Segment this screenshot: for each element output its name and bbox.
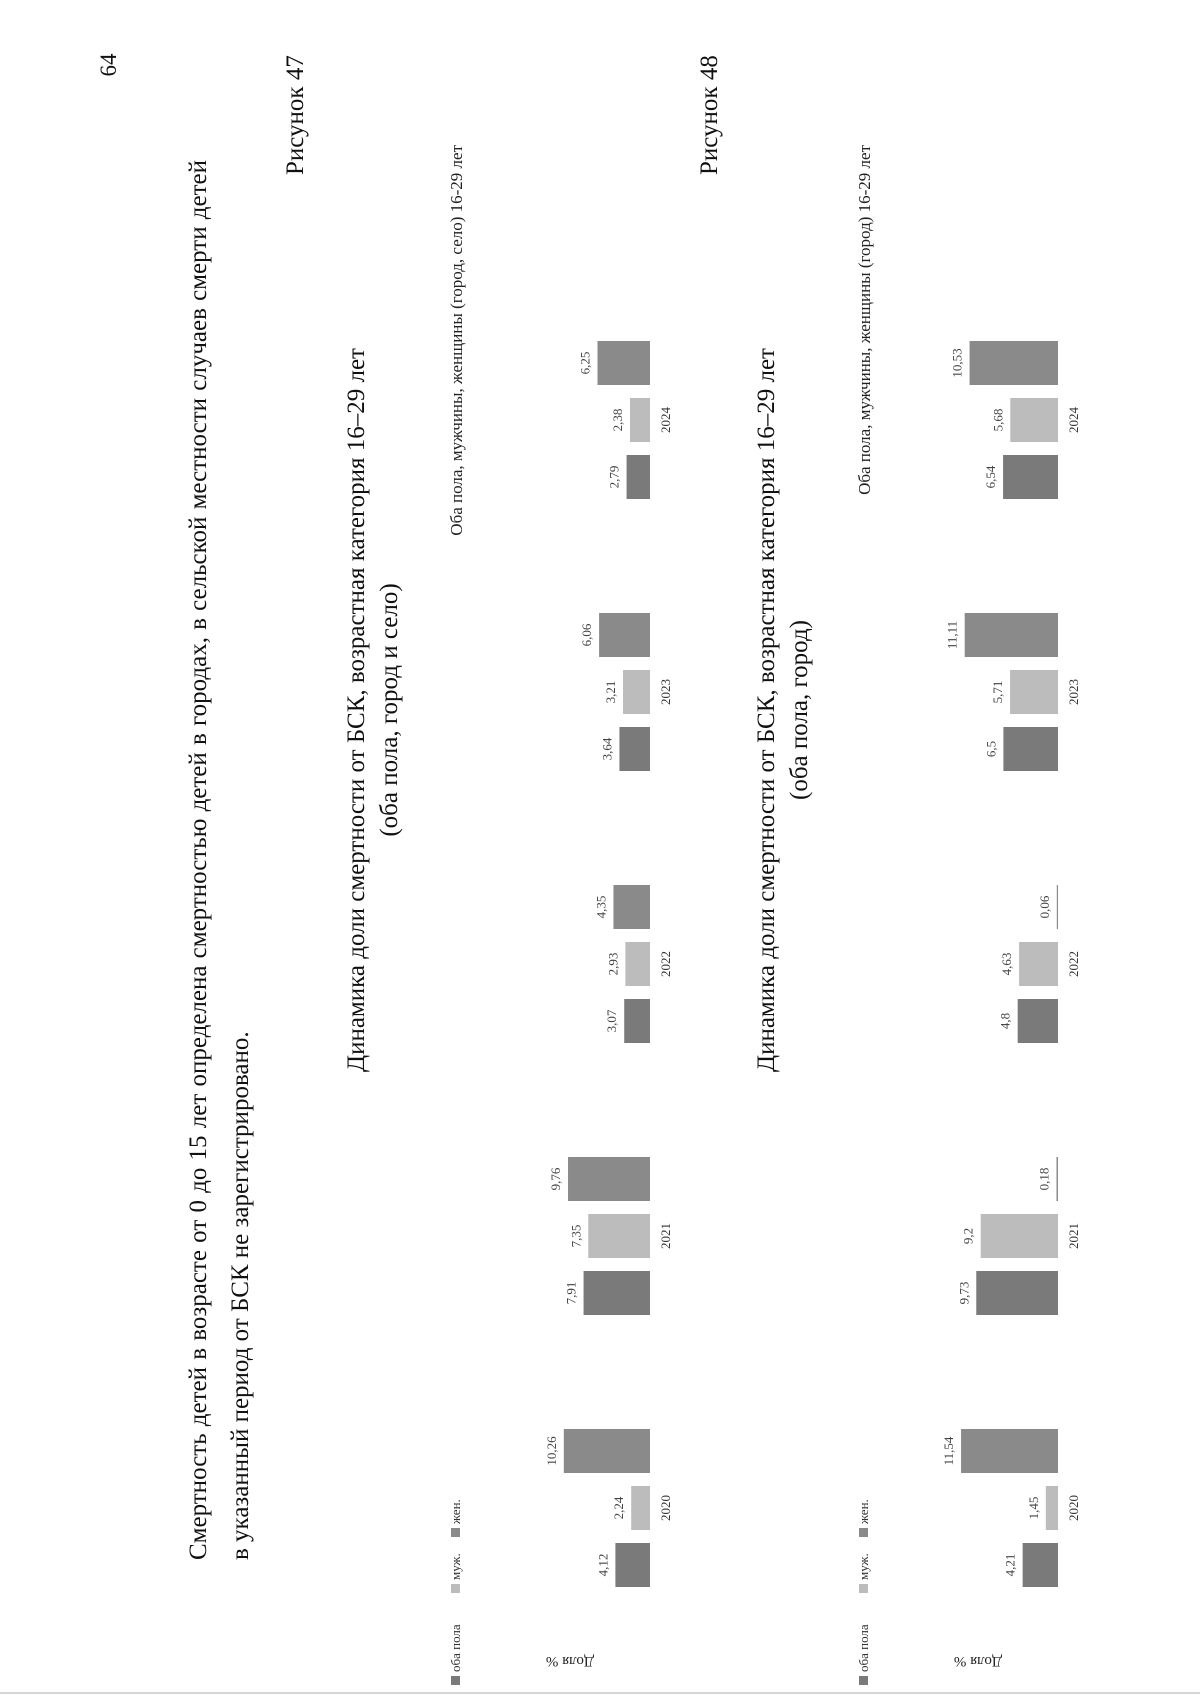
data-label: 9,73 [956, 1281, 972, 1305]
data-label: 11,11 [944, 620, 960, 650]
legend-swatch [859, 1528, 868, 1537]
data-label: 10,53 [949, 348, 965, 378]
data-label: 3,07 [604, 1009, 620, 1033]
page-number: 64 [96, 53, 121, 77]
bar [1003, 727, 1058, 771]
bar [1046, 1486, 1058, 1530]
data-label: 10,26 [543, 1436, 559, 1466]
bar [568, 1157, 650, 1201]
bar [981, 1214, 1058, 1258]
legend-label: оба пола [448, 1624, 463, 1672]
bar [1018, 999, 1058, 1043]
bar [564, 1429, 650, 1473]
chart-title: Оба пола, мужчины, женщины (город) 16-29 лет [855, 145, 874, 495]
bar [599, 613, 650, 657]
x-tick-label: 2020 [1066, 1495, 1081, 1521]
data-label: 7,91 [563, 1281, 579, 1305]
data-label: 2,79 [606, 465, 622, 489]
chart-legend [448, 1499, 463, 1685]
figure-48-title [750, 290, 816, 1130]
bar [961, 1429, 1058, 1473]
data-label: 4,12 [595, 1553, 611, 1577]
legend-label: оба пола [856, 1624, 871, 1672]
figure-48-title-line1: Динамика доли смертности от БСК, возрастная категория 16–29 лет [753, 348, 780, 1072]
legend-swatch [451, 1676, 460, 1685]
legend-swatch [859, 1584, 868, 1593]
chart-figure-48 [848, 0, 1083, 1705]
bar-group-2024 [950, 341, 1081, 499]
bar [630, 398, 650, 442]
figure-47-label: Рисунок 47 [282, 55, 309, 175]
bar [613, 885, 650, 929]
bar [1010, 398, 1058, 442]
chart-legend [856, 1499, 871, 1685]
data-label: 4,8 [997, 1012, 1013, 1030]
data-label: 6,5 [983, 740, 999, 758]
x-tick-label: 2022 [658, 951, 673, 977]
bar-group-2023 [945, 613, 1081, 771]
bar-group-2021 [956, 1157, 1081, 1315]
x-tick-label: 2021 [1066, 1223, 1081, 1249]
data-label: 4,21 [1002, 1553, 1018, 1577]
bar [1019, 942, 1058, 986]
bar [619, 727, 650, 771]
figure-48-title-line2: (оба пола, город) [786, 620, 813, 800]
bar [615, 1543, 650, 1587]
legend-label: муж. [856, 1553, 871, 1580]
legend-label: жен. [856, 1499, 871, 1524]
x-tick-label: 2023 [658, 679, 673, 705]
legend-swatch [859, 1676, 868, 1685]
data-label: 4,35 [593, 895, 609, 919]
bar-group-2023 [579, 613, 673, 771]
legend-swatch [451, 1584, 460, 1593]
bar [584, 1271, 650, 1315]
data-label: 7,35 [568, 1224, 584, 1248]
chart-figure-47 [440, 0, 675, 1705]
bar-group-2022 [593, 885, 673, 1043]
bar [970, 341, 1058, 385]
data-label: 9,2 [960, 1227, 976, 1245]
bar [623, 670, 650, 714]
data-label: 3,64 [599, 737, 615, 761]
bar [598, 341, 651, 385]
x-tick-label: 2020 [658, 1495, 673, 1521]
x-tick-label: 2023 [1066, 679, 1081, 705]
x-tick-label: 2024 [658, 407, 673, 433]
x-tick-label: 2022 [1066, 951, 1081, 977]
data-label: 0,18 [1036, 1167, 1052, 1191]
bar-group-2020 [941, 1429, 1081, 1587]
figure-48-label: Рисунок 48 [696, 55, 723, 175]
body-paragraph: Смертность детей в возрасте от 0 до 15 лет определена смертностью детей в городах, в сельской местности случаев смерти детей в указанный период от БСК не зарегистрировано. [185, 160, 254, 1560]
data-label: 2,93 [605, 952, 621, 976]
data-label: 0,06 [1036, 895, 1052, 919]
bar [1003, 455, 1058, 499]
bar [631, 1486, 650, 1530]
figure-47-title-line2: (оба пола, город и село) [376, 583, 403, 837]
bar [1057, 885, 1058, 929]
data-label: 2,24 [611, 1496, 627, 1520]
data-label: 3,21 [603, 680, 619, 704]
legend-label: муж. [448, 1553, 463, 1580]
data-label: 4,63 [999, 952, 1015, 976]
data-label: 5,68 [990, 408, 1006, 432]
data-label: 11,54 [941, 1436, 957, 1466]
data-label: 6,25 [577, 351, 593, 375]
data-label: 5,71 [990, 680, 1006, 704]
x-tick-label: 2024 [1066, 407, 1081, 433]
bar-group-2021 [548, 1157, 673, 1315]
bar [588, 1214, 650, 1258]
figure-47-title-line1: Динамика доли смертности от БСК, возрастная категория 16–29 лет [343, 348, 370, 1072]
data-label: 1,45 [1025, 1496, 1041, 1520]
bar [1056, 1157, 1058, 1201]
bar-group-2024 [578, 341, 674, 499]
data-label: 6,54 [983, 465, 999, 489]
bar [625, 942, 650, 986]
data-label: 9,76 [548, 1167, 564, 1191]
bar-group-2020 [544, 1429, 673, 1587]
bar [624, 999, 650, 1043]
x-tick-label: 2021 [658, 1223, 673, 1249]
legend-label: жен. [448, 1499, 463, 1524]
data-label: 6,06 [579, 623, 595, 647]
bar [976, 1271, 1058, 1315]
legend-swatch [451, 1528, 460, 1537]
y-axis-label: Доля % [545, 1653, 595, 1669]
bar [1023, 1543, 1058, 1587]
bar [1010, 670, 1058, 714]
bar [627, 455, 650, 499]
data-label: 2,38 [610, 408, 626, 432]
bar [965, 613, 1058, 657]
figure-47-title [340, 290, 406, 1130]
y-axis-label: Доля % [953, 1653, 1003, 1669]
bar-group-2022 [998, 885, 1081, 1043]
chart-title: Оба пола, мужчины, женщины (город, село) 16-29 лет [447, 145, 466, 536]
